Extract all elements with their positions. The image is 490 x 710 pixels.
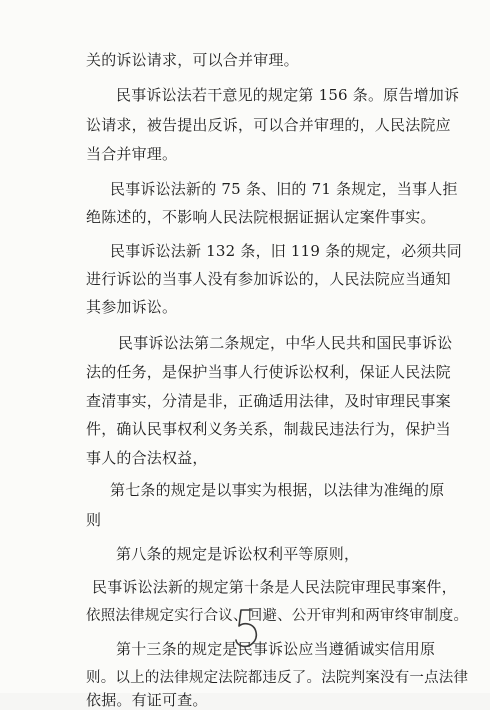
text-line-22: 依据。有证可查。 <box>86 691 208 709</box>
text-line-9: 其参加诉讼。 <box>86 298 178 316</box>
handwritten-page-number <box>228 604 268 656</box>
text-line-5: 民事诉讼法新的 75 条、旧的 71 条规定，当事人拒 <box>110 180 458 198</box>
text-line-4: 当合并审理。 <box>86 145 178 163</box>
text-line-16: 则 <box>86 511 102 529</box>
text-line-6: 绝陈述的，不影响人民法院根据证据认定案件事实。 <box>86 208 436 226</box>
text-line-8: 进行诉讼的当事人没有参加诉讼的，人民法院应当通知 <box>86 270 451 288</box>
text-line-14: 事人的合法权益， <box>86 449 208 467</box>
text-line-20: 第十三条的规定是民事诉讼应当遵循诚实信用原 <box>116 640 436 658</box>
text-line-10: 民事诉讼法第二条规定，中华人民共和国民事诉讼 <box>118 334 453 352</box>
text-line-7: 民事诉讼法新 132 条，旧 119 条的规定，必须共同 <box>110 242 462 260</box>
text-line-3: 讼请求，被告提出反诉，可以合并审理的，人民法院应 <box>86 116 451 134</box>
text-line-17: 第八条的规定是诉讼权利平等原则， <box>116 545 360 563</box>
text-line-13: 件，确认民事权利义务关系，制裁民违法行为，保护当 <box>86 420 451 438</box>
text-line-21: 则。以上的法律规定法院都违反了。法院判案没有一点法律 <box>86 670 469 686</box>
text-line-15: 第七条的规定是以事实为根据，以法律为准绳的原 <box>110 481 445 499</box>
text-line-19: 依照法律规定实行合议、回避、公开审判和两审终审制度。 <box>86 608 469 624</box>
text-line-2: 民事诉讼法若干意见的规定第 156 条。原告增加诉 <box>116 86 460 104</box>
text-line-11: 法的任务，是保护当事人行使诉讼权利，保证人民法院 <box>86 363 451 381</box>
text-line-18: 民事诉讼法新的规定第十条是人民法院审理民事案件， <box>92 578 457 596</box>
text-line-1: 关的诉讼请求，可以合并审理。 <box>86 51 299 69</box>
text-line-12: 查清事实，分清是非，正确适用法律，及时审理民事案 <box>86 392 451 410</box>
